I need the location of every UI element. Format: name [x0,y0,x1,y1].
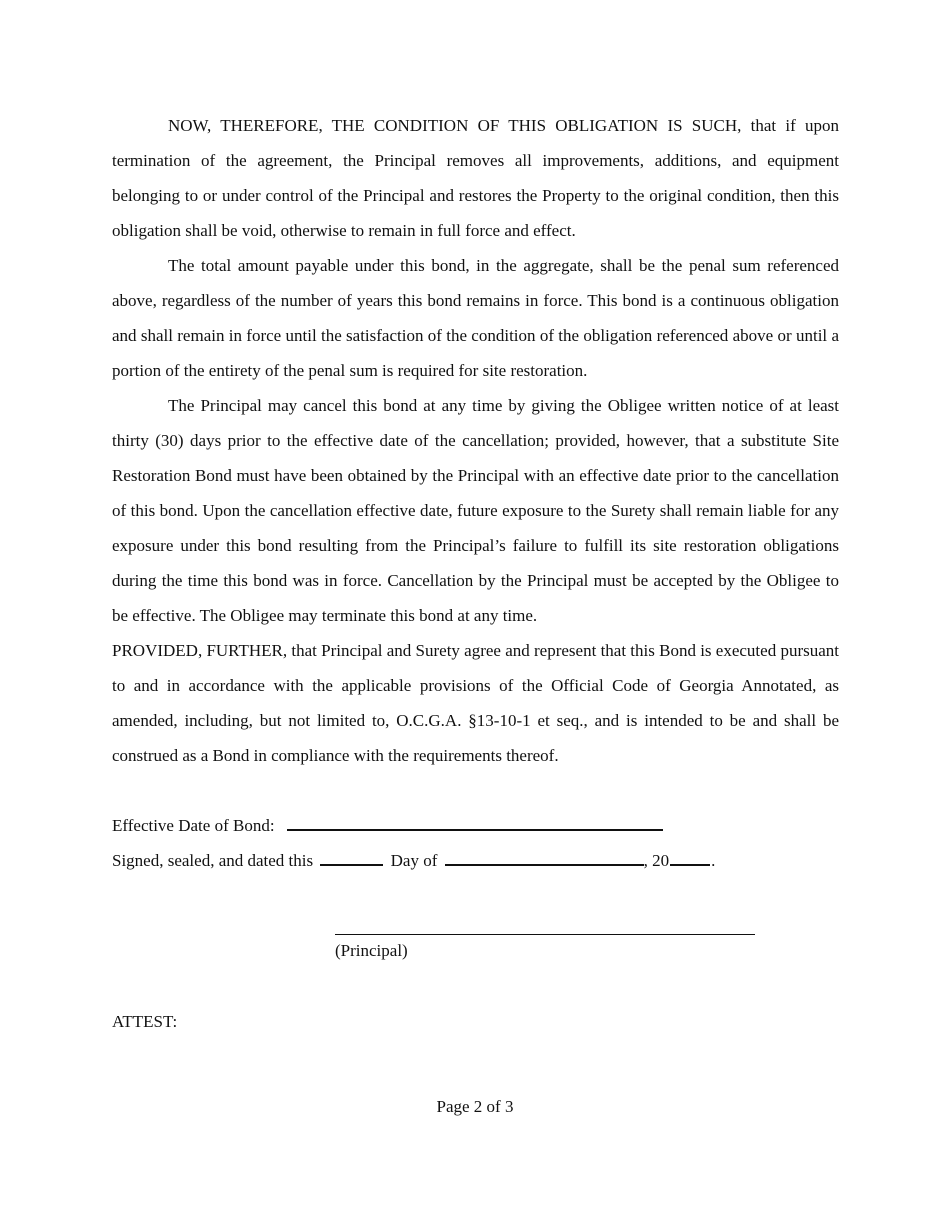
end-period: . [711,851,716,870]
principal-label: (Principal) [335,941,408,960]
principal-signature-line[interactable] [335,934,755,935]
page-number: Page 2 of 3 [436,1097,514,1116]
day-number-field[interactable] [320,844,383,866]
aggregate-amount-paragraph: The total amount payable under this bond, in the aggregate, shall be the penal sum referenced above, regardless of the number of years this bond remains in force. This bond is a continuous obligation and shall remain in force until the satisfaction of the condition of the obligation referenced above or until a portion of the entirety of the penal sum is required for site restoration. [112,256,839,380]
attest-label: ATTEST: [112,1012,178,1031]
year-prefix-label: , 20 [643,851,670,870]
document-body [112,108,839,878]
day-of-label: Day of [390,851,438,870]
principal-signature-block [335,934,755,966]
year-field[interactable] [670,844,710,866]
signed-date-row [112,843,839,878]
cancellation-paragraph: The Principal may cancel this bond at any time by giving the Obligee written notice of at least thirty (30) days prior to the effective date of the cancellation; provided, however, that a substitute Site Restoration Bond must have been obtained by the Principal with an effective date prior to the cancellation of this bond. Upon the cancellation effective date, future exposure to the Surety shall remain liable for any exposure under this bond resulting from the Principal’s failure to fulfill its site restoration obligations during the time this bond was in force. Cancellation by the Principal must be accepted by the Obligee to be effective. The Obligee may terminate this bond at any time. [112,396,839,625]
month-field[interactable] [445,844,644,866]
condition-paragraph: NOW, THEREFORE, THE CONDITION OF THIS OBLIGATION IS SUCH, that if upon termination of the agreement, the Principal removes all improvements, additions, and equipment belonging to or under control of the Principal and restores the Property to the original condition, then this obligation shall be void, otherwise to remain in full force and effect. [112,116,839,240]
effective-date-field[interactable] [287,809,663,831]
effective-date-row [112,808,839,843]
effective-date-label: Effective Date of Bond: [112,816,275,835]
signed-prefix-label: Signed, sealed, and dated this [112,851,314,870]
provided-further-paragraph: PROVIDED, FURTHER, that Principal and Surety agree and represent that this Bond is executed pursuant to and in accordance with the applicable provisions of the Official Code of Georgia Annotated, as amended, including, but not limited to, O.C.G.A. §13-10-1 et seq., and is intended to be and shall be construed as a Bond in compliance with the requirements thereof. [112,641,839,765]
spacer [112,773,839,808]
